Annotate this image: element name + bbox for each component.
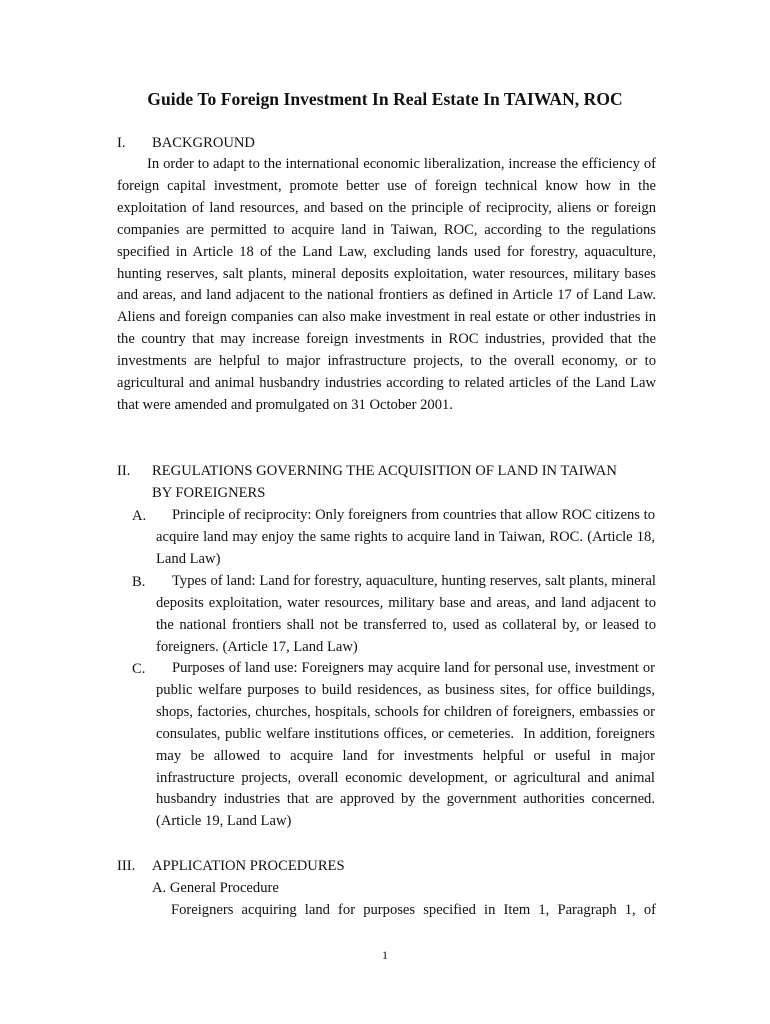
item-b-text: Types of land: Land for forestry, aquaculture, hunting reserves, salt plants, mineral deposits exploitation, water resources, military base and areas, and land adjacent to the national frontiers shall not be transferred to, used as collateral by, or leased to foreigners. (Article 17, Land Law) [156, 573, 656, 655]
section-1-paragraph: In order to adapt to the international economic liberalization, increase the efficiency of foreign capital investment, promote better use of foreign technical know how in the exploitation of land resources, and based on the principle of reciprocity, aliens or foreign companies are permitted to acquire land in Taiwan, ROC, according to the regulations specified in Article 18 of the Land Law, excluding lands used for forestry, aquaculture, hunting reserves, salt plants, mineral deposits exploitation, water resources, military bases and areas, and land adjacent to the national frontiers as defined in Article 17 of Land Law. Aliens and foreign companies can also make investment in real estate or other industries in the country that may increase foreign investments in ROC industries, provided that the investments are helpful to major infrastructure projects, to the overall economy, or to agricultural and animal husbandry industries according to related articles of the Land Law that were amended and promulgated on 31 October 2001. [117, 156, 656, 413]
item-a-text: Principle of reciprocity: Only foreigners from countries that allow ROC citizens to acquire land may enjoy the same rights to acquire land in Taiwan, ROC. (Article 18, Land Law) [156, 507, 655, 567]
page-number: 1 [382, 948, 388, 962]
section-3-sub-a: A. General Procedure [152, 880, 279, 896]
section-2-number: II. [117, 463, 131, 479]
item-b-letter: B. [132, 574, 146, 590]
section-1-number: I. [117, 135, 126, 151]
section-1-heading: BACKGROUND [152, 135, 255, 151]
page-title: Guide To Foreign Investment In Real Estate In TAIWAN, ROC [147, 89, 623, 109]
section-3-number: III. [117, 858, 136, 874]
item-a-letter: A. [132, 508, 147, 524]
section-3-sub-a-text: Foreigners acquiring land for purposes specified in Item 1, Paragraph 1, of [171, 902, 656, 918]
section-2-heading-line2: BY FOREIGNERS [152, 485, 266, 501]
item-c-text: Purposes of land use: Foreigners may acquire land for personal use, investment or public welfare purposes to build residences, as business sites, for office buildings, shops, factories, churches, hospitals, schools for children of foreigners, embassies or consulates, public welfare institutions offices, or cemeteries. In addition, foreigners may be allowed to acquire land for investments helpful or useful in major infrastructure projects, overall economic development, or agricultural and animal husbandry industries that are approved by the government authorities concerned. (Article 19, Land Law) [156, 660, 666, 830]
section-2-heading-line1: REGULATIONS GOVERNING THE ACQUISITION OF LAND IN TAIWAN [152, 463, 617, 479]
item-c-letter: C. [132, 661, 146, 677]
section-3-heading: APPLICATION PROCEDURES [152, 858, 345, 874]
